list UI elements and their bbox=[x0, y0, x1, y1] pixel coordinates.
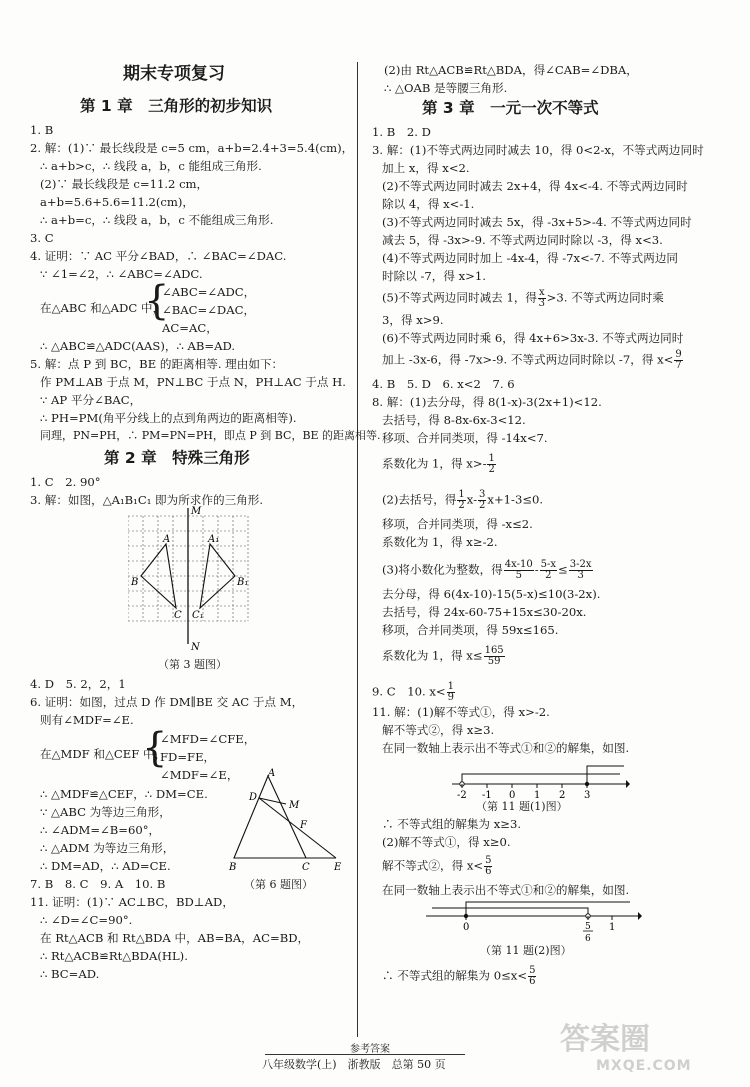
answer-line: 减去 5，得 -3x>-9. 不等式两边同时除以 -3，得 x<3. bbox=[382, 233, 663, 247]
fraction-numerator: 3-2x bbox=[569, 559, 592, 570]
fraction bbox=[487, 454, 495, 475]
answer-line: (4)不等式两边同时加上 -4x-4，得 -7x<-7. 不等式两边同 bbox=[382, 251, 679, 265]
fraction-numerator: 5 bbox=[529, 965, 536, 976]
chapter-3-title: 第 3 章 一元一次不等式 bbox=[422, 99, 599, 117]
answer-line: (6)不等式两边同时乘 6，得 4x+6>3x-3. 不等式两边同时 bbox=[382, 331, 684, 345]
answer-line: 3，得 x>9. bbox=[382, 313, 444, 327]
answer-line bbox=[382, 856, 493, 877]
answer-line: 移项，合并同类项，得 59x≤165. bbox=[382, 623, 559, 637]
figure-label: A bbox=[268, 768, 276, 779]
footer-rule bbox=[265, 1054, 465, 1055]
answer-line: 在△MDF 和△CEF 中， bbox=[40, 747, 167, 761]
answer-line: ∴ PH=PM(角平分线上的点到角两边的距离相等). bbox=[40, 411, 297, 425]
answer-line: 8. 解：(1)去分母，得 8(1-x)-3(2x+1)<12. bbox=[372, 395, 602, 409]
fraction bbox=[484, 856, 492, 877]
answer-line: ∴ ∠ADM=∠B=60°， bbox=[40, 823, 161, 837]
figure-label: D bbox=[249, 792, 258, 803]
answer-line: 作 PM⊥AB 于点 M，PN⊥BC 于点 N，PH⊥AC 于点 H. bbox=[40, 375, 346, 389]
system-line: AC=AC， bbox=[162, 321, 218, 335]
fraction-denominator: 2 bbox=[488, 464, 495, 475]
answer-line: 11. 解：(1)解不等式①，得 x>-2. bbox=[372, 705, 550, 719]
figure-label: B bbox=[131, 577, 139, 588]
answer-line bbox=[382, 560, 594, 581]
answer-line: 4. B 5. D 6. x<2 7. 6 bbox=[372, 377, 515, 391]
answer-line: (2)∵ 最长线段是 c=11.2 cm， bbox=[40, 177, 209, 191]
fraction-denominator: 2 bbox=[545, 570, 552, 581]
system-line: ∠MFD=∠CFE， bbox=[160, 732, 256, 746]
figure-label: C₁ bbox=[192, 610, 204, 621]
figure-11-2-caption: （第 11 题(2)图） bbox=[480, 944, 572, 957]
answer-line: 移项，合并同类项，得 -x≤2. bbox=[382, 517, 533, 531]
answer-line: ∴ △OAB 是等腰三角形. bbox=[384, 81, 508, 95]
answer-line: ∴ a+b=c，∴ 线段 a，b，c 不能组成三角形. bbox=[40, 213, 274, 227]
answer-line: 4. 证明：∵ AC 平分∠BAD，∴ ∠BAC=∠DAC. bbox=[30, 249, 287, 263]
figure-label: N bbox=[191, 642, 200, 652]
answer-line: 系数化为 1，得 x≥-2. bbox=[382, 535, 498, 549]
fraction bbox=[528, 966, 536, 987]
answer-line bbox=[382, 646, 506, 667]
fraction bbox=[674, 350, 682, 371]
fraction-numerator: x bbox=[539, 287, 545, 298]
fraction-denominator: 3 bbox=[577, 570, 584, 581]
answer-line: 2. 解：(1)∵ 最长线段是 c=5 cm，a+b=2.4+3=5.4(cm)， bbox=[30, 141, 354, 155]
figure-label: M bbox=[289, 800, 300, 811]
answer-line bbox=[382, 966, 537, 987]
answer-line: ∴ BC=AD. bbox=[40, 967, 100, 981]
answer-line: (2)由 Rt△ACB≌Rt△BDA，得∠CAB=∠DBA， bbox=[384, 63, 638, 77]
answer-line: 1. B bbox=[30, 123, 54, 137]
text-run: 系数化为 1，得 x>- bbox=[382, 456, 487, 471]
fraction bbox=[504, 560, 534, 581]
watermark-logo: 答案圈 bbox=[560, 1022, 650, 1057]
text-run: 9. C 10. x< bbox=[372, 684, 446, 699]
answer-line: 11. 证明：(1)∵ AC⊥BC，BD⊥AD， bbox=[30, 895, 234, 909]
number-line-2 bbox=[424, 896, 644, 944]
fraction-numerator: 9 bbox=[675, 349, 682, 360]
tick-label-numerator: 5 bbox=[585, 922, 591, 932]
column-divider bbox=[357, 62, 358, 1037]
system-line: ∠BAC=∠DAC， bbox=[162, 303, 256, 317]
system-line: ∠MDF=∠E， bbox=[160, 768, 239, 782]
chapter-1-title: 第 1 章 三角形的初步知识 bbox=[80, 97, 273, 115]
answer-line: ∴ 不等式组的解集为 x≥3. bbox=[382, 817, 522, 831]
fraction-numerator: 4x-10 bbox=[504, 559, 533, 570]
system-line: ∠ABC=∠ADC， bbox=[162, 285, 256, 299]
tick-label: 0 bbox=[509, 790, 516, 800]
tick-label: 2 bbox=[559, 790, 566, 800]
fraction-denominator: 5 bbox=[515, 570, 522, 581]
text-run: - bbox=[534, 562, 539, 577]
answer-line: ∴ Rt△ACB≌Rt△BDA(HL). bbox=[40, 949, 188, 963]
answer-line: 解不等式②，得 x≥3. bbox=[382, 723, 495, 737]
answer-line: 4. D 5. 2，2，1 bbox=[30, 677, 126, 691]
number-line-1 bbox=[450, 758, 630, 800]
answer-line: 移项、合并同类项，得 -14x<7. bbox=[382, 431, 548, 445]
text-run: x- bbox=[466, 492, 478, 507]
answer-line: 在同一数轴上表示出不等式①和②的解集，如图. bbox=[382, 741, 630, 755]
answer-line: (3)不等式两边同时减去 5x，得 -3x+5>-4. 不等式两边同时 bbox=[382, 215, 692, 229]
answer-line bbox=[382, 350, 684, 371]
answer-line: 6. 证明：如图，过点 D 作 DM∥BE 交 AC 于点 M， bbox=[30, 695, 304, 709]
figure-label: B₁ bbox=[237, 577, 249, 588]
answer-line: 3. 解：如图，△A₁B₁C₁ 即为所求作的三角形. bbox=[30, 493, 264, 507]
system-brace: { bbox=[144, 278, 170, 324]
fraction-denominator: 7 bbox=[675, 360, 682, 371]
text-run: 系数化为 1，得 x≤ bbox=[382, 648, 483, 663]
answer-line: ∵ ∠1=∠2，∴ ∠ABC=∠ADC. bbox=[40, 267, 203, 281]
fraction-denominator: 2 bbox=[479, 500, 486, 511]
figure-6-caption: （第 6 题图） bbox=[244, 878, 313, 891]
fraction-denominator: 2 bbox=[458, 500, 465, 511]
tick-label-denominator: 6 bbox=[585, 934, 591, 944]
figure-label: M bbox=[191, 506, 202, 517]
answer-line: ∴ △MDF≌△CEF，∴ DM=CE. bbox=[40, 787, 208, 801]
fraction-numerator: 1 bbox=[447, 681, 454, 692]
figure-label: C bbox=[174, 610, 182, 621]
text-run: (3)将小数化为整数，得 bbox=[382, 562, 503, 577]
answer-line: 除以 4，得 x<-1. bbox=[382, 197, 475, 211]
fraction bbox=[540, 560, 557, 581]
text-run: 解不等式②，得 x< bbox=[382, 858, 484, 873]
answer-line bbox=[372, 682, 456, 703]
fraction bbox=[478, 490, 486, 511]
answer-line: 加上 x，得 x<2. bbox=[382, 161, 470, 175]
answer-line: 3. C bbox=[30, 231, 54, 245]
answer-line: 去分母，得 6(4x-10)-15(5-x)≤10(3-2x). bbox=[382, 587, 601, 601]
chapter-2-title: 第 2 章 特殊三角形 bbox=[104, 449, 250, 467]
fraction-numerator: 1 bbox=[488, 453, 495, 464]
fraction bbox=[484, 646, 505, 667]
answer-line bbox=[382, 490, 543, 511]
footer-page-info: 八年级数学(上) 浙教版 总第 50 页 bbox=[262, 1058, 446, 1071]
footer-top-label: 参考答案 bbox=[350, 1044, 390, 1055]
fraction-numerator: 5 bbox=[485, 855, 492, 866]
figure-label: A₁ bbox=[208, 534, 220, 545]
fraction bbox=[457, 490, 465, 511]
fraction-denominator: 6 bbox=[485, 866, 492, 877]
answer-line: 1. B 2. D bbox=[372, 125, 431, 139]
text-run: ∴ 不等式组的解集为 0≤x< bbox=[382, 968, 528, 983]
figure-3-caption: （第 3 题图） bbox=[158, 658, 227, 671]
figure-label: C bbox=[302, 862, 310, 873]
answer-line: 5. 解：点 P 到 BC，BE 的距离相等. 理由如下： bbox=[30, 357, 284, 371]
fraction-denominator: 9 bbox=[447, 692, 454, 703]
text-run: x+1-3≤0. bbox=[487, 492, 544, 507]
text-run: (2)去括号，得 bbox=[382, 492, 457, 507]
answer-line: 在同一数轴上表示出不等式①和②的解集，如图. bbox=[382, 883, 630, 897]
answer-line: 在△ABC 和△ADC 中， bbox=[40, 301, 165, 315]
text-run: ≤ bbox=[558, 562, 568, 577]
fraction-numerator: 1 bbox=[458, 489, 465, 500]
answer-line: ∵ AP 平分∠BAC， bbox=[40, 393, 142, 407]
figure-6-triangle bbox=[226, 768, 346, 876]
answer-line: (2)不等式两边同时减去 2x+4，得 4x<-4. 不等式两边同时 bbox=[382, 179, 688, 193]
watermark-url: MXQE.COM bbox=[596, 1058, 692, 1074]
tick-label: 3 bbox=[584, 790, 591, 800]
answer-line: a+b=5.6+5.6=11.2(cm)， bbox=[40, 195, 195, 209]
figure-label: F bbox=[300, 820, 307, 831]
fraction-numerator: 5-x bbox=[540, 559, 557, 570]
answer-line: 同理，PN=PH，∴ PM=PN=PH，即点 P 到 BC，BE 的距离相等. bbox=[40, 429, 381, 442]
answer-line: 时除以 -7，得 x>1. bbox=[382, 269, 486, 283]
answer-line: (2)解不等式①，得 x≥0. bbox=[382, 835, 511, 849]
figure-label: A bbox=[163, 534, 171, 545]
answer-line: 去括号，得 24x-60-75+15x≤30-20x. bbox=[382, 605, 587, 619]
figure-label: E bbox=[334, 862, 342, 873]
answer-line: 去括号，得 8-8x-6x-3<12. bbox=[382, 413, 526, 427]
system-brace: { bbox=[142, 725, 168, 771]
tick-label: 1 bbox=[609, 922, 616, 933]
fraction-numerator: 3 bbox=[479, 489, 486, 500]
answer-line: ∵ △ABC 为等边三角形， bbox=[40, 805, 171, 819]
tick-label: 0 bbox=[463, 922, 470, 933]
text-run: >3. 不等式两边同时乘 bbox=[546, 290, 664, 305]
answer-line: 在 Rt△ACB 和 Rt△BDA 中，AB=BA，AC=BD， bbox=[40, 931, 310, 945]
figure-11-1-caption: （第 11 题(1)图） bbox=[476, 800, 568, 813]
page-title: 期末专项复习 bbox=[123, 64, 225, 84]
answer-line bbox=[382, 288, 664, 309]
text-run: (5)不等式两边同时减去 1，得 bbox=[382, 290, 538, 305]
tick-label: -2 bbox=[457, 790, 467, 800]
figure-3-grid bbox=[128, 504, 258, 652]
answer-line: ∴ △ABC≌△ADC(AAS)，∴ AB=AD. bbox=[40, 339, 236, 353]
fraction-denominator: 3 bbox=[538, 298, 546, 309]
answer-line: 7. B 8. C 9. A 10. B bbox=[30, 877, 166, 891]
system-line: FD=FE， bbox=[160, 750, 216, 764]
fraction bbox=[447, 682, 455, 703]
tick-label: -1 bbox=[482, 790, 492, 800]
fraction bbox=[569, 560, 593, 581]
fraction-denominator: 6 bbox=[529, 976, 536, 987]
answer-line: 1. C 2. 90° bbox=[30, 475, 101, 489]
answer-line: ∴ a+b>c，∴ 线段 a，b，c 能组成三角形. bbox=[40, 159, 262, 173]
fraction-numerator: 165 bbox=[484, 645, 504, 656]
answer-line: ∴ △ADM 为等边三角形， bbox=[40, 841, 175, 855]
answer-line: 3. 解：(1)不等式两边同时减去 10，得 0<2-x，不等式两边同时 bbox=[372, 143, 704, 157]
tick-label: 1 bbox=[534, 790, 541, 800]
figure-label: B bbox=[229, 862, 237, 873]
text-run: 加上 -3x-6，得 -7x>-9. 不等式两边同时除以 -7，得 x< bbox=[382, 352, 674, 367]
answer-line: ∴ DM=AD，∴ AD=CE. bbox=[40, 859, 171, 873]
answer-line: 则有∠MDF=∠E. bbox=[40, 713, 134, 727]
answer-line: ∴ ∠D=∠C=90°. bbox=[40, 913, 133, 927]
fraction bbox=[538, 288, 546, 309]
answer-line bbox=[382, 454, 497, 475]
fraction-denominator: 59 bbox=[487, 656, 501, 667]
